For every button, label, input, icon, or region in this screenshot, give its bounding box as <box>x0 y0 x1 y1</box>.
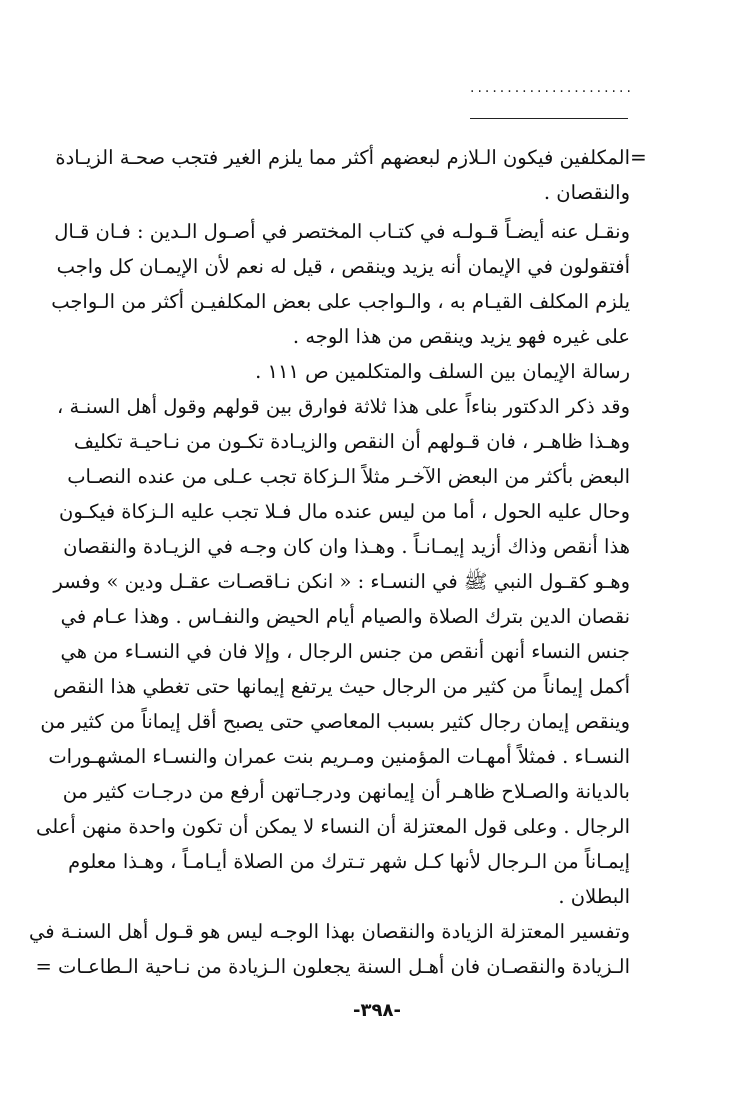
text-line: هذا أنقص وذاك أزيد إيمـانـاً . وهـذا وان كان وجـه في الزيـادة والنقصان <box>63 535 630 558</box>
header-dots: ...................... <box>470 80 634 96</box>
body-text <box>29 140 630 984</box>
continuation-mark: = <box>630 145 647 169</box>
text-line: على غيره فهو يزيد وينقص من هذا الوجه . <box>292 325 630 348</box>
text-line: أكمل إيماناً من كثير من الرجال حيث يرتفع إيمانها حتى تغطي هذا النقص <box>53 675 630 698</box>
text-line: وقد ذكر الدكتور بناءاً على هذا ثلاثة فوارق بين قولهم وقول أهل السنـة ، <box>57 395 630 418</box>
text-line: رسالة الإيمان بين السلف والمتكلمين ص ١١١ . <box>255 360 630 383</box>
text-line: وتفسير المعتزلة الزيادة والنقصان بهذا الوجـه ليس هو قـول أهل السنـة في <box>29 920 630 943</box>
text-line: المكلفين فيكون الـلازم لبعضهم أكثر مما يلزم الغير فتجب صحـة الزيـادة <box>55 146 630 169</box>
text-line: وحال عليه الحول ، أما من ليس عنده مال فـلا تجب عليه الـزكاة فيكـون <box>59 500 630 523</box>
text-line: جنس النساء أنهن أنقص من جنس الرجال ، وإلا فان في النسـاء من هي <box>60 640 630 663</box>
text-line: البطلان . <box>558 885 630 908</box>
text-line: والنقصان . <box>543 181 630 204</box>
text-line: وهـو كقـول النبي ﷺ في النسـاء : « انكن نـاقصـات عقـل ودين » وفسر <box>53 570 630 593</box>
text-line: الرجال . وعلى قول المعتزلة أن النساء لا يمكن أن تكون واحدة منهن أعلى <box>36 815 630 838</box>
text-line: نقصان الدين بترك الصلاة والصيام أيام الحيض والنفـاس . وهذا عـام في <box>60 605 630 628</box>
page-number: -٣٩٨- <box>353 1000 401 1021</box>
text-line: ونقـل عنه أيضـاً قـولـه في كتـاب المختصر في أصـول الـدين : فـان قـال <box>54 220 630 243</box>
text-line: وينقص إيمان رجال كثير بسبب المعاصي حتى يصبح أقل إيماناً من كثير من <box>40 710 630 733</box>
text-line: النسـاء . فمثلاً أمهـات المؤمنين ومـريم بنت عمران والنسـاء المشهـورات <box>48 745 630 768</box>
text-line: يلزم المكلف القيـام به ، والـواجب على بعض المكلفيـن أكثر من الـواجب <box>51 290 630 313</box>
text-line: إيمـاناً من الـرجال لأنها كـل شهر تـترك من الصلاة أيـامـاً ، وهـذا معلوم <box>68 850 630 873</box>
footnote-separator-rule <box>470 118 628 119</box>
text-line: البعض بأكثر من البعض الآخـر مثلاً الـزكاة تجب عـلى من عنده النصـاب <box>67 465 630 488</box>
text-line: بالديانة والصـلاح ظاهـر أن إيمانهن ودرجـاتهن أرفع من درجـات كثير من <box>62 780 630 803</box>
text-line: وهـذا ظاهـر ، فان قـولهم أن النقص والزيـادة تكـون من نـاحيـة تكليف <box>73 430 630 453</box>
text-line: أفتقولون في الإيمان أنه يزيد وينقص ، قيل له نعم لأن الإيمـان كل واجب <box>56 255 630 278</box>
text-line: الـزيادة والنقصـان فان أهـل السنة يجعلون الـزيادة من نـاحية الـطاعـات = <box>35 955 630 978</box>
